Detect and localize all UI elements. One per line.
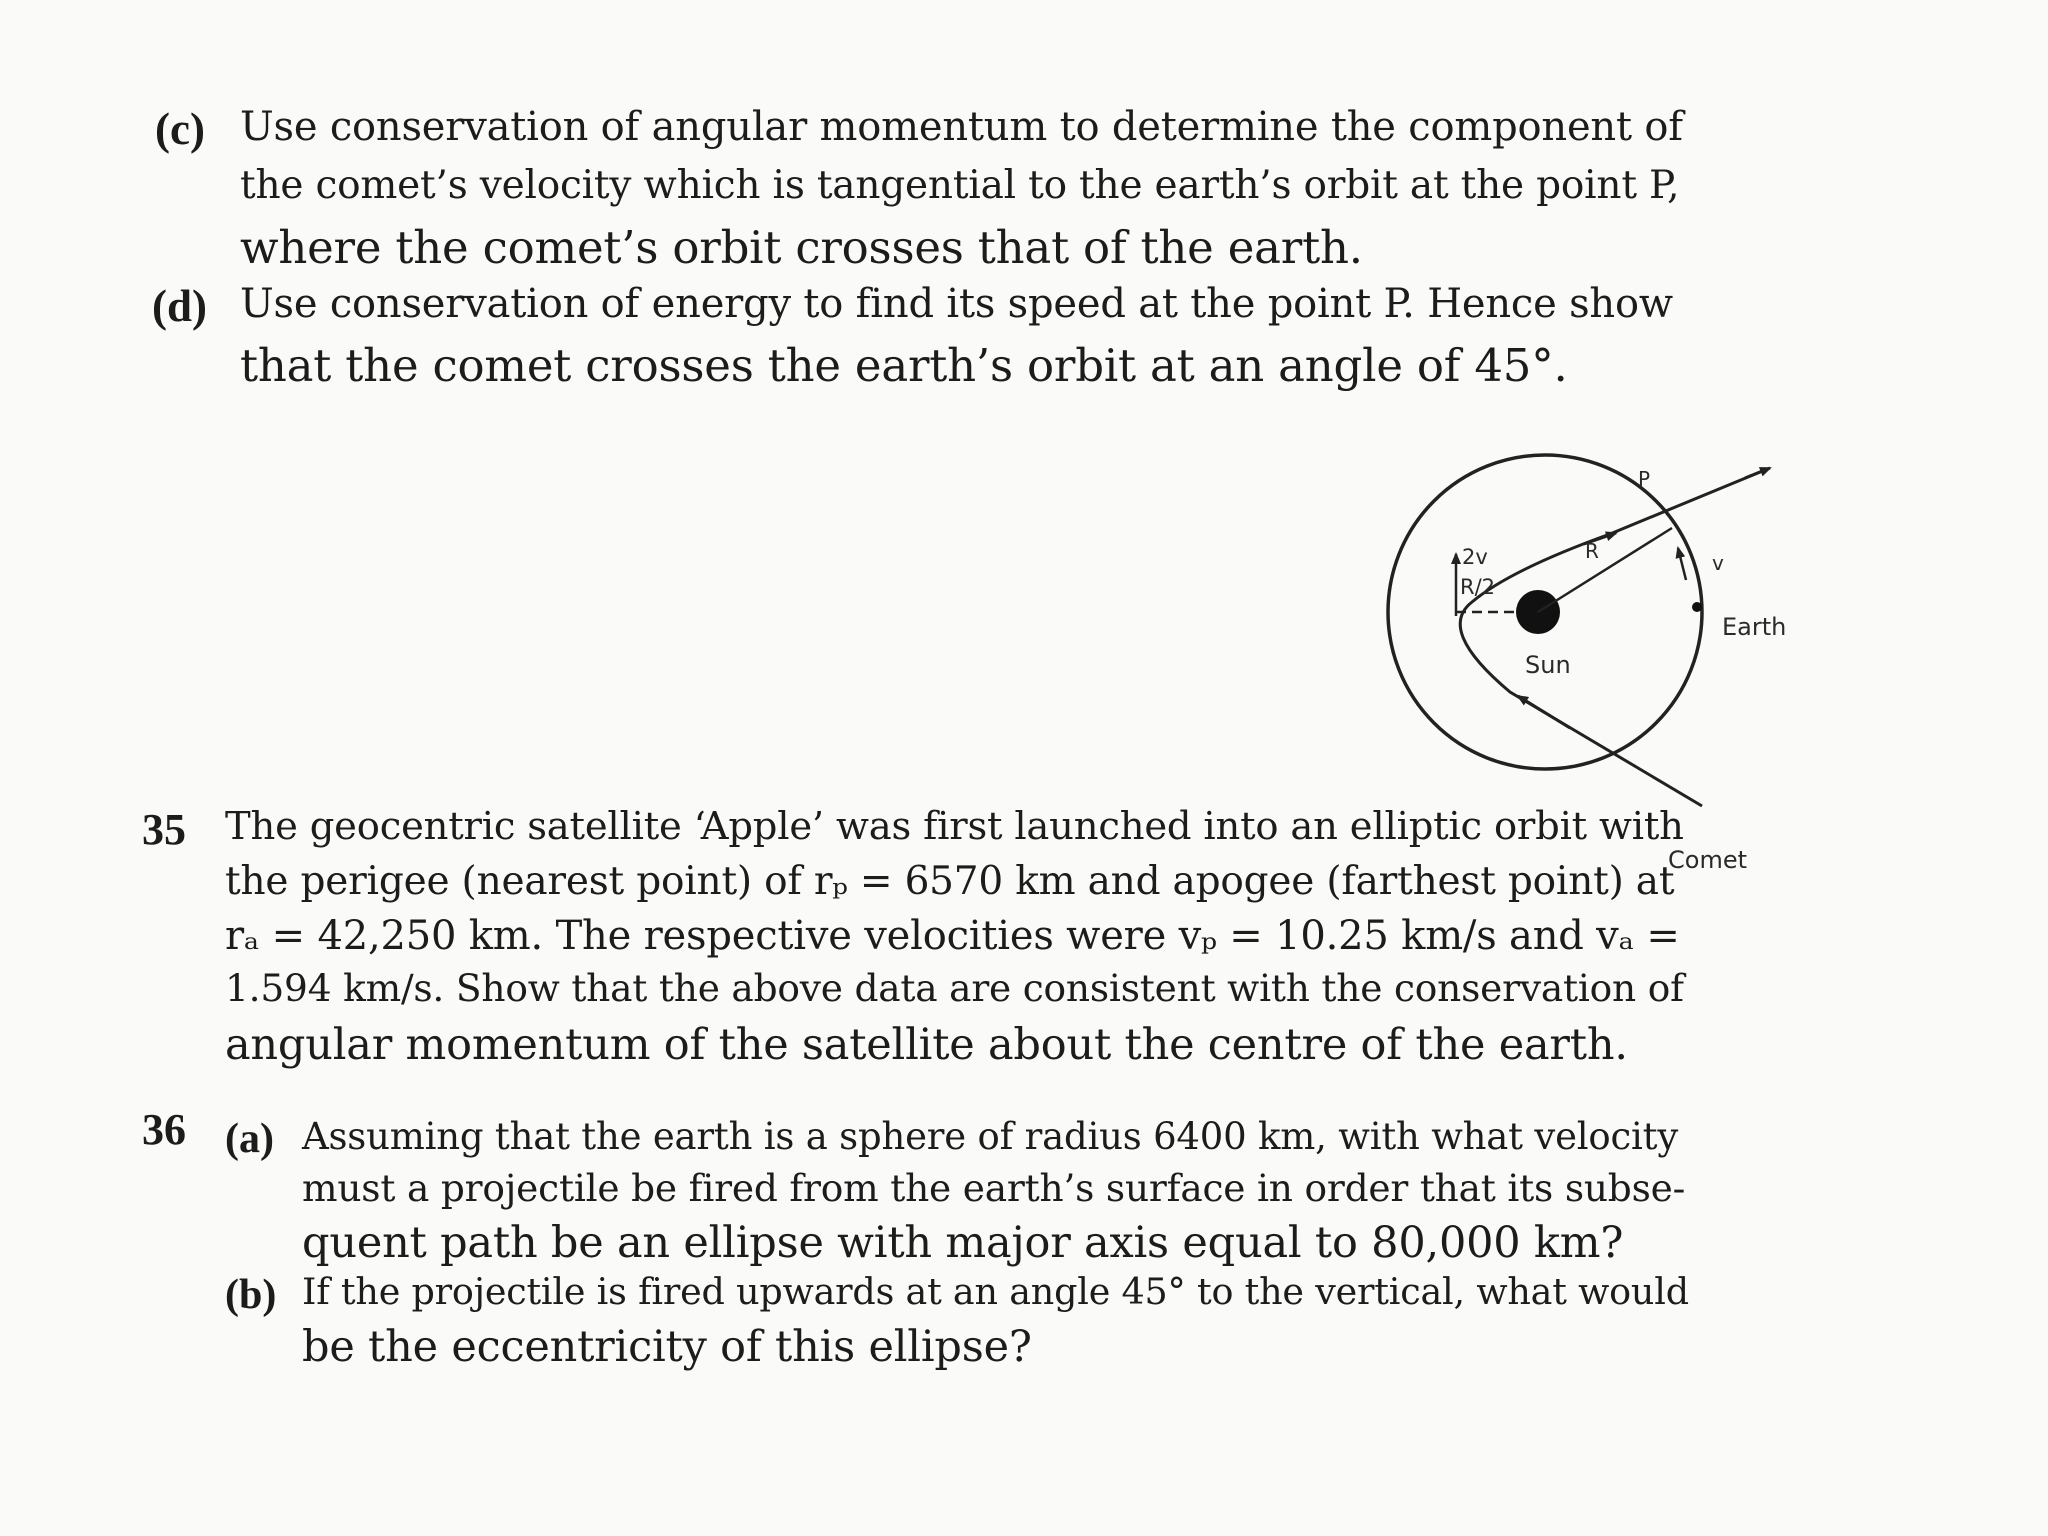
label-p: P — [1638, 467, 1651, 491]
problem-36-part-a-label: (a) — [225, 1116, 274, 1162]
problem-35-line-5: angular momentum of the satellite about the centre of the earth. — [225, 1020, 1628, 1070]
label-earth: Earth — [1722, 613, 1787, 641]
problem-36-part-a-line-2: must a projectile be fired from the earth’s surface in order that its subse- — [302, 1166, 1686, 1210]
problem-35-line-2: the perigee (nearest point) of rₚ = 6570 km and apogee (farthest point) at — [225, 859, 1675, 904]
part-d-line-1: Use conservation of energy to find its speed at the point P. Hence show — [240, 281, 1673, 327]
part-d-line-2: that the comet crosses the earth’s orbit at an angle of 45°. — [240, 339, 1568, 392]
problem-35-number: 35 — [142, 805, 186, 854]
problem-36-number: 36 — [142, 1105, 186, 1154]
problem-36-part-b-line-2: be the eccentricity of this ellipse? — [302, 1322, 1032, 1372]
trajectory-arrow-end — [1745, 468, 1770, 478]
problem-35-line-4: 1.594 km/s. Show that the above data are consistent with the conservation of — [225, 966, 1684, 1010]
part-d-label: (d) — [152, 281, 207, 331]
label-r-half: R/2 — [1460, 575, 1496, 599]
label-comet: Comet — [1668, 846, 1747, 874]
part-c-label: (c) — [155, 104, 205, 154]
problem-36-part-b-label: (b) — [225, 1272, 277, 1318]
label-r: R — [1585, 539, 1599, 563]
problem-36-part-a-line-1: Assuming that the earth is a sphere of radius 6400 km, with what velocity — [302, 1115, 1679, 1158]
part-c-line-2: the comet’s velocity which is tangential to the earth’s orbit at the point P, — [240, 163, 1680, 208]
problem-35-line-3: rₐ = 42,250 km. The respective velocities were vₚ = 10.25 km/s and vₐ = — [225, 913, 1680, 959]
part-c-line-1: Use conservation of angular momentum to determine the component of — [240, 104, 1683, 150]
label-sun: Sun — [1525, 651, 1571, 679]
label-2v: 2v — [1462, 545, 1488, 569]
problem-35-line-1: The geocentric satellite ‘Apple’ was first launched into an elliptic orbit with — [225, 804, 1684, 849]
earth-velocity-arrow — [1678, 548, 1686, 580]
problem-36-part-b-line-1: If the projectile is fired upwards at an angle 45° to the vertical, what would — [302, 1270, 1689, 1313]
trajectory-arrow-bottom — [1518, 696, 1570, 728]
part-c-line-3: where the comet’s orbit crosses that of the earth. — [240, 221, 1363, 274]
earth-dot — [1692, 602, 1702, 612]
label-v: v — [1712, 551, 1724, 575]
problem-36-part-a-line-3: quent path be an ellipse with major axis equal to 80,000 km? — [302, 1218, 1624, 1268]
radius-line — [1538, 528, 1672, 612]
